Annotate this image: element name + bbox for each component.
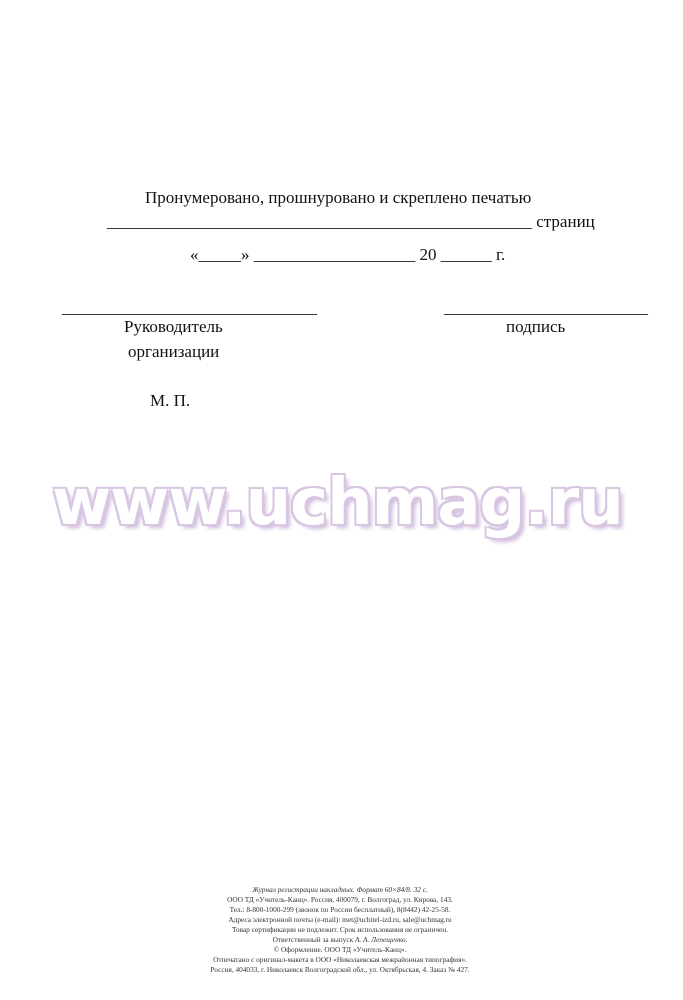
date-year-suffix: г.	[496, 245, 506, 264]
watermark: www.uchmag.ru	[52, 466, 623, 540]
imprint-line: © Оформление. ООО ТД «Учитель-Канц».	[273, 945, 407, 954]
stamp-label: М. П.	[150, 391, 191, 410]
date-year-blank: ______	[440, 245, 492, 264]
pages-count-line	[107, 212, 595, 232]
date-line	[190, 245, 505, 265]
manager-label-line1: Руководитель	[124, 317, 223, 336]
certification-heading: Пронумеровано, прошнуровано и скреплено печатью	[145, 188, 532, 207]
date-month-blank: ___________________	[253, 245, 416, 264]
pages-label: страниц	[536, 212, 595, 231]
imprint-line: Адреса электронной почты (e-mail): met@uchitel-izd.ru, sale@uchmag.ru	[228, 915, 452, 924]
signature-label: подпись	[506, 317, 566, 336]
responsible-label: Ответственный за выпуск	[272, 935, 354, 944]
date-day-blank: «_____»	[190, 245, 250, 264]
publisher-imprint	[170, 885, 510, 975]
imprint-line: Товар сертификации не подлежит. Срок использования не ограничен.	[232, 925, 448, 934]
responsible-suffix: .	[405, 935, 408, 944]
signature-blank: ________________________	[444, 298, 648, 317]
imprint-line: Россия, 404033, г. Николаевск Волгоградской обл., ул. Октябрьская, 4. Заказ № 427.	[210, 965, 470, 974]
imprint-line: ООО ТД «Учитель-Канц». Россия, 400079, г. Волгоград, ул. Кирова, 143.	[227, 895, 453, 904]
manager-label-line2: организации	[128, 342, 220, 361]
date-year-prefix: 20	[419, 245, 437, 264]
imprint-line: Журнал регистрации накладных. Формат 60×84/8. 32 с.	[252, 885, 428, 894]
imprint-line: Тел.: 8-800-1000-299 (звонок по России бесплатный), 8(8442) 42-25-58.	[229, 905, 451, 914]
imprint-line	[170, 935, 510, 945]
responsible-name: А. А. Лепещенко	[354, 935, 406, 944]
manager-signature-blank: ______________________________	[62, 298, 317, 317]
imprint-line: Отпечатано с оригинал-макета в ООО «Николаевская межрайонная типография».	[213, 955, 467, 964]
pages-count-blank: __________________________________________________	[107, 212, 532, 231]
